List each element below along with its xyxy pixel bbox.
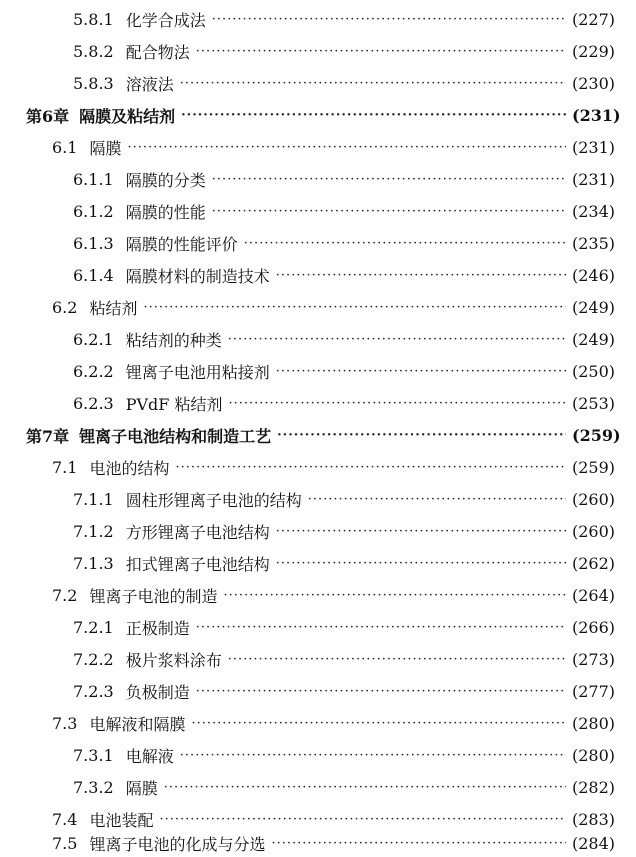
- dot-leader: [175, 461, 566, 474]
- dot-leader: [180, 749, 566, 762]
- dot-leader: [276, 557, 566, 570]
- toc-entry[interactable]: [0, 195, 636, 228]
- section-title: 圆柱形锂离子电池的结构: [125, 491, 302, 510]
- section-number: 7.1.3: [73, 554, 114, 573]
- section-number: 6.2: [52, 298, 78, 317]
- toc-entry[interactable]: [0, 131, 636, 164]
- dot-leader: [127, 141, 566, 154]
- dot-leader: [223, 589, 566, 602]
- chapter-number: 第6章: [26, 107, 70, 126]
- toc-entry[interactable]: [0, 579, 636, 612]
- section-title: 隔膜的性能评价: [125, 235, 238, 254]
- section-title: 电解液和隔膜: [89, 715, 186, 734]
- section-number: 7.5: [52, 834, 78, 853]
- dot-leader: [196, 685, 566, 698]
- toc-entry[interactable]: [0, 259, 636, 292]
- dot-leader: [143, 301, 566, 314]
- toc-entry[interactable]: [0, 771, 636, 804]
- dot-leader: [228, 397, 566, 410]
- section-number: 7.3: [52, 714, 78, 733]
- page-number: (249): [572, 298, 616, 317]
- toc-entry[interactable]: [0, 387, 636, 420]
- section-title: 配合物法: [125, 43, 190, 62]
- toc-entry[interactable]: [0, 227, 636, 260]
- section-number: 7.3.1: [73, 746, 114, 765]
- page-number: (250): [572, 362, 616, 381]
- section-title: 隔膜的性能: [125, 203, 206, 222]
- section-title: 电池的结构: [89, 459, 170, 478]
- chapter-title: 锂离子电池结构和制造工艺: [79, 427, 272, 446]
- page-number: (230): [572, 74, 616, 93]
- page-number: (235): [572, 234, 616, 253]
- toc-entry[interactable]: [0, 291, 636, 324]
- dot-leader: [159, 813, 566, 826]
- dot-leader: [196, 621, 566, 634]
- dot-leader: [276, 365, 566, 378]
- dot-leader: [244, 237, 566, 250]
- section-title: 锂离子电池用粘接剂: [125, 363, 270, 382]
- dot-leader: [276, 269, 566, 282]
- toc-entry[interactable]: [0, 739, 636, 772]
- page-number: (284): [572, 834, 616, 853]
- page-number: (246): [572, 266, 616, 285]
- section-title: 隔膜的分类: [125, 171, 206, 190]
- page-number: (266): [572, 618, 616, 637]
- toc-entry[interactable]: [0, 67, 636, 100]
- section-number: 7.2.1: [73, 618, 114, 637]
- section-number: 7.4: [52, 810, 78, 829]
- page-number: (231): [572, 106, 621, 125]
- section-title: 负极制造: [125, 683, 190, 702]
- page-number: (277): [572, 682, 616, 701]
- page-number: (273): [572, 650, 616, 669]
- section-title: 扣式锂离子电池结构: [125, 555, 270, 574]
- section-number: 7.1.2: [73, 522, 114, 541]
- section-number: 7.1.1: [73, 490, 114, 509]
- dot-leader: [212, 13, 566, 26]
- section-number: 6.2.1: [73, 330, 114, 349]
- toc-entry[interactable]: [0, 483, 636, 516]
- toc-entry[interactable]: [0, 3, 636, 36]
- section-title: 方形锂离子电池结构: [125, 523, 270, 542]
- page-number: (231): [572, 170, 616, 189]
- section-number: 7.2.3: [73, 682, 114, 701]
- section-number: 7.3.2: [73, 778, 114, 797]
- toc-entry[interactable]: [0, 643, 636, 676]
- page-number: (253): [572, 394, 616, 413]
- toc-entry[interactable]: [0, 830, 636, 857]
- toc-chapter[interactable]: [0, 419, 636, 452]
- dot-leader: [276, 525, 566, 538]
- section-number: 6.1: [52, 138, 78, 157]
- section-number: 7.1: [52, 458, 78, 477]
- page-number: (249): [572, 330, 616, 349]
- section-title: 隔膜: [89, 139, 122, 158]
- page-number: (227): [572, 10, 616, 29]
- section-number: 6.1.2: [73, 202, 114, 221]
- section-title: 电解液: [125, 747, 174, 766]
- section-number: 6.1.1: [73, 170, 114, 189]
- section-title: 隔膜材料的制造技术: [125, 267, 270, 286]
- page-number: (231): [572, 138, 616, 157]
- page-number: (283): [572, 810, 616, 829]
- toc-entry[interactable]: [0, 35, 636, 68]
- toc-entry[interactable]: [0, 323, 636, 356]
- dot-leader: [164, 781, 566, 794]
- dot-leader: [180, 77, 566, 90]
- toc-entry[interactable]: [0, 355, 636, 388]
- section-title: 隔膜: [125, 779, 158, 798]
- page-number: (259): [572, 426, 621, 445]
- toc-entry[interactable]: [0, 515, 636, 548]
- page-number: (234): [572, 202, 616, 221]
- section-number: 7.2.2: [73, 650, 114, 669]
- toc-entry[interactable]: [0, 707, 636, 740]
- dot-leader: [228, 333, 566, 346]
- section-title: 溶液法: [125, 75, 174, 94]
- toc-entry[interactable]: [0, 163, 636, 196]
- section-title: 极片浆料涂布: [125, 651, 222, 670]
- dot-leader: [277, 429, 566, 442]
- page-number: (282): [572, 778, 616, 797]
- toc-entry[interactable]: [0, 547, 636, 580]
- section-number: 5.8.1: [73, 10, 114, 29]
- section-number: 6.2.3: [73, 394, 114, 413]
- page-number: (262): [572, 554, 616, 573]
- toc-entry[interactable]: [0, 451, 636, 484]
- page-number: (259): [572, 458, 616, 477]
- section-title: PVdF 粘结剂: [125, 395, 223, 414]
- page-number: (280): [572, 746, 616, 765]
- section-number: 6.2.2: [73, 362, 114, 381]
- dot-leader: [228, 653, 566, 666]
- section-number: 6.1.4: [73, 266, 114, 285]
- dot-leader: [308, 493, 566, 506]
- section-title: 电池装配: [89, 811, 154, 830]
- toc-entry[interactable]: [0, 675, 636, 708]
- dot-leader: [212, 173, 566, 186]
- section-number: 7.2: [52, 586, 78, 605]
- toc-chapter[interactable]: [0, 99, 636, 132]
- section-number: 6.1.3: [73, 234, 114, 253]
- section-title: 锂离子电池的化成与分选: [89, 835, 266, 854]
- section-title: 正极制造: [125, 619, 190, 638]
- page-number: (229): [572, 42, 616, 61]
- section-title: 粘结剂的种类: [125, 331, 222, 350]
- toc-entry[interactable]: [0, 611, 636, 644]
- page-number: (260): [572, 522, 616, 541]
- section-number: 5.8.2: [73, 42, 114, 61]
- dot-leader: [196, 45, 566, 58]
- section-title: 锂离子电池的制造: [89, 587, 218, 606]
- page-number: (280): [572, 714, 616, 733]
- dot-leader: [181, 109, 566, 122]
- section-title: 粘结剂: [89, 299, 138, 318]
- dot-leader: [212, 205, 566, 218]
- chapter-title: 隔膜及粘结剂: [79, 107, 176, 126]
- dot-leader: [191, 717, 566, 730]
- page-number: (264): [572, 586, 616, 605]
- page-number: (260): [572, 490, 616, 509]
- section-title: 化学合成法: [125, 11, 206, 30]
- chapter-number: 第7章: [26, 427, 70, 446]
- section-number: 5.8.3: [73, 74, 114, 93]
- dot-leader: [271, 837, 566, 850]
